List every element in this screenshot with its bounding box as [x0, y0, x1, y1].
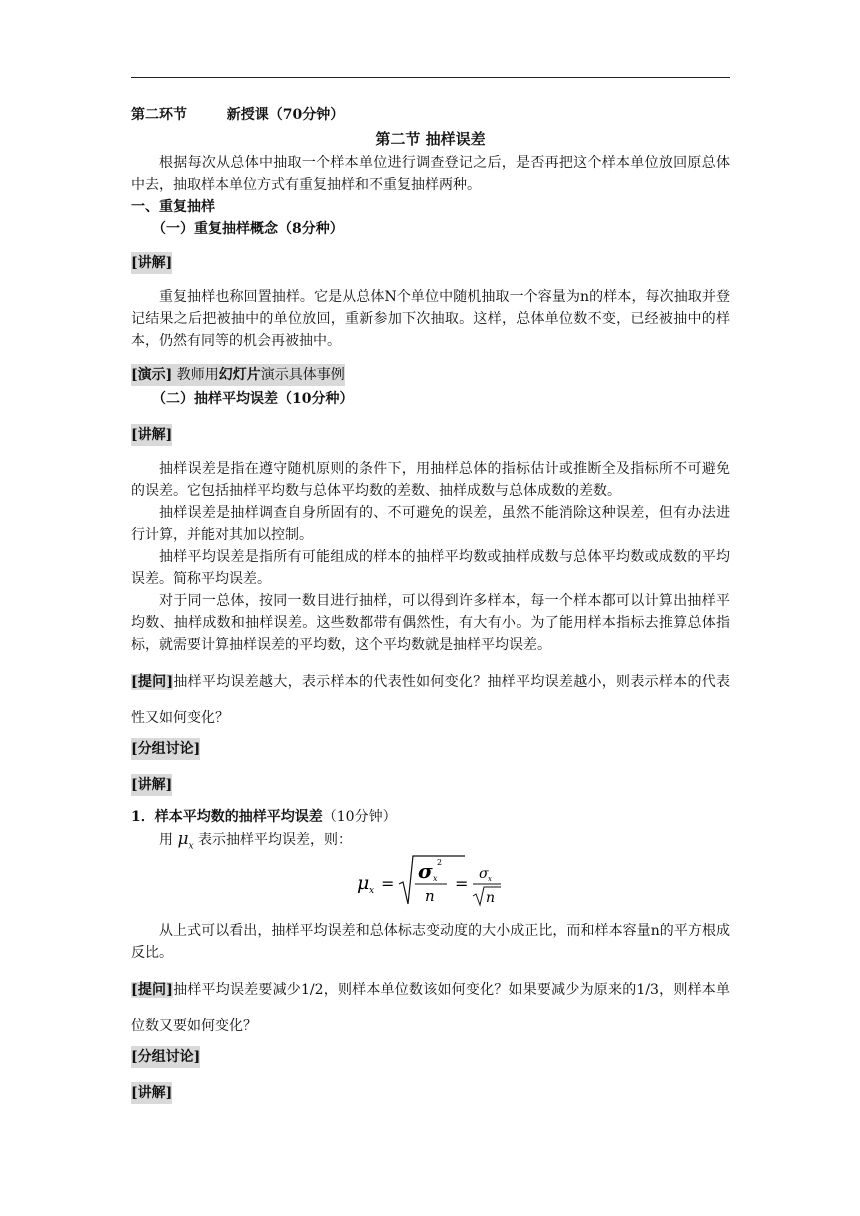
formula-sigma: σ — [418, 859, 433, 883]
demo-line — [131, 364, 345, 386]
group-discussion-tag: [分组讨论] — [131, 1046, 200, 1068]
formula-sigma-2: σ — [479, 866, 489, 882]
section-title: 第二节 抽样误差 — [375, 130, 486, 148]
paragraph-mean-error: 抽样平均误差是指所有可能组成的样本的抽样平均数或抽样成数与总体平均数或成数的平均误差。简称平均误差。 — [131, 549, 730, 587]
lesson-type: 新授课（70分钟） — [226, 107, 345, 123]
demo-pre: 教师用 — [172, 367, 219, 383]
question-text: 抽样平均误差越大，表示样本的代表性如何变化？抽样平均误差越小，则表示样本的代表性又如何变化？ — [131, 674, 731, 726]
item-1-intro — [159, 828, 352, 857]
group-discussion-tag: [分组讨论] — [131, 738, 200, 760]
section-stage — [131, 104, 344, 126]
intro-pre: 用 — [159, 832, 173, 848]
lecture-tag: [讲解] — [131, 1082, 172, 1104]
paragraph-proportionality: 从上式可以看出，抽样平均误差和总体标志变动度的大小成正比，而和样本容量n的平方根成反比。 — [131, 923, 730, 961]
paragraph-inherent: 抽样误差是抽样调查自身所固有的、不可避免的误差，虽然不能消除这种误差，但有办法进行计算，并能对其加以控制。 — [131, 505, 730, 543]
formula-n-2: n — [486, 890, 496, 906]
question-2 — [131, 972, 730, 1044]
question-1 — [131, 664, 730, 736]
formula-sigma-sub: x — [433, 874, 438, 883]
formula-equals-1: = — [381, 874, 395, 893]
subheading-concept: （一）重复抽样概念（8分种） — [152, 221, 344, 237]
demo-slides: 幻灯片 — [218, 367, 261, 383]
question-tag: [提问] — [131, 674, 174, 690]
formula-sigma-2-sub: x — [488, 875, 492, 883]
demo-post: 演示具体事例 — [260, 367, 345, 383]
intro-post: 表示抽样平均误差，则： — [198, 832, 353, 848]
heading-repeat-sampling: 一、重复抽样 — [131, 199, 215, 215]
subheading-mean-error: （二）抽样平均误差（10分种） — [152, 391, 354, 407]
item-1-time: （10分钟） — [322, 809, 397, 825]
item-1-heading — [131, 806, 397, 828]
question-tag: [提问] — [131, 982, 173, 998]
stage-label: 第二环节 — [131, 107, 187, 123]
lecture-tag: [讲解] — [131, 252, 172, 274]
standard-error-formula — [355, 854, 515, 910]
lecture-tag: [讲解] — [131, 774, 172, 796]
formula-n-1: n — [425, 887, 435, 905]
question-text: 抽样平均误差要减少1/2，则样本单位数该如何变化？如果要减少为原来的1/3，则样本单位数又要如何变化？ — [131, 982, 731, 1034]
lecture-tag: [讲解] — [131, 424, 172, 446]
formula-equals-2: = — [455, 874, 469, 893]
formula-mu-sub: x — [369, 886, 375, 896]
paragraph-calculation: 对于同一总体，按同一数目进行抽样，可以得到许多样本，每一个样本都可以计算出抽样平均数、抽样成数和抽样误差。这些数都带有偶然性，有大有小。为了能用样本指标去推算总体指标，就需要计算抽样误差的平均数，这个平均数就是抽样平均误差。 — [131, 593, 730, 653]
paragraph-definition: 抽样误差是指在遵守随机原则的条件下，用抽样总体的指标估计或推断全及指标所不可避免的误差。它包括抽样平均数与总体平均数的差数、抽样成数与总体成数的差数。 — [131, 461, 730, 499]
formula-mu: μ — [357, 872, 370, 894]
mu-symbol: $\mu_x$ — [177, 829, 194, 852]
concept-paragraph: 重复抽样也称回置抽样。它是从总体N个单位中随机抽取一个容量为n的样本，每次抽取并登记结果之后把被抽中的单位放回，重新参加下次抽取。这样，总体单位数不变，已经被抽中的样本，仍然有同等的机会再被抽中。 — [131, 289, 730, 349]
formula-square: 2 — [437, 858, 443, 867]
demo-tag: [演示] — [131, 367, 173, 383]
header-rule — [131, 77, 730, 78]
intro-paragraph: 根据每次从总体中抽取一个样本单位进行调查登记之后，是否再把这个样本单位放回原总体中去，抽取样本单位方式有重复抽样和不重复抽样两种。 — [131, 155, 730, 193]
item-1-title: 1．样本平均数的抽样平均误差 — [131, 809, 323, 825]
